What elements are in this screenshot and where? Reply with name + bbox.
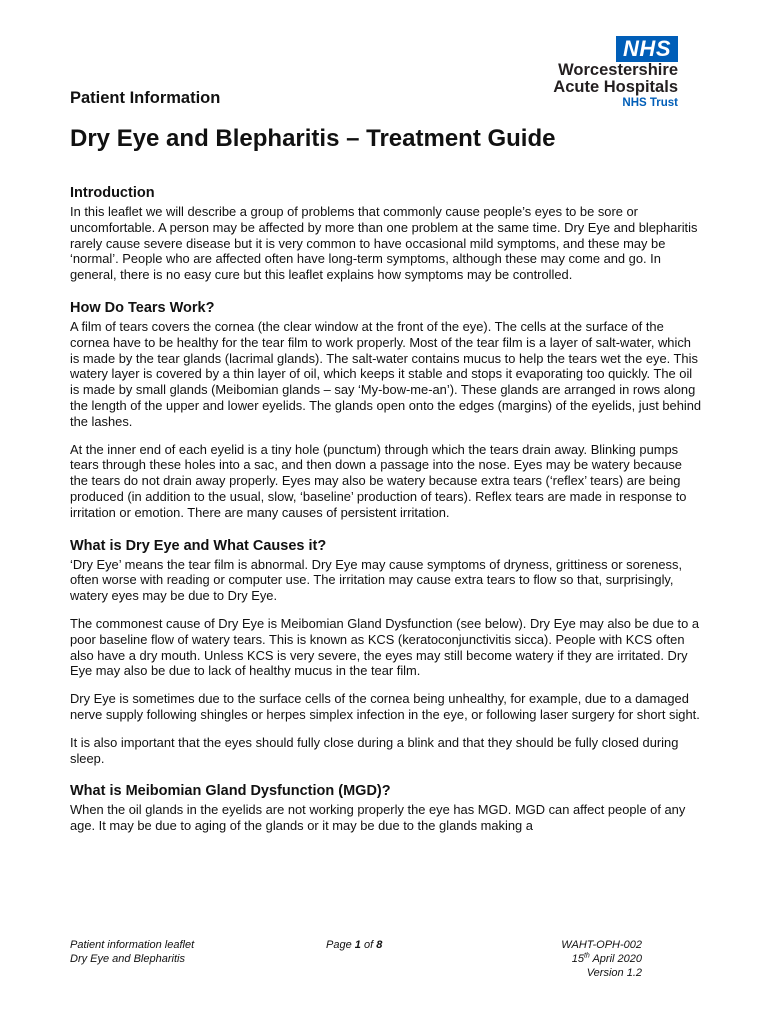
paragraph: In this leaflet we will describe a group of problems that commonly cause people’s eyes to be sore or uncomfortable. A person may be affected by more than one problem at the same time. Dry Eye and blepharitis rarely cause severe disease but it is very common to have occasional mild symptoms, and these may be ‘normal’. People who are affected often have long-term symptoms, although these may come and go. In general, there is no easy cure but this leaflet explains how symptoms may be controlled. (70, 204, 698, 283)
page-number: Page 1 of 8 (326, 939, 383, 951)
paragraph: The commonest cause of Dry Eye is Meibomian Gland Dysfunction (see below). Dry Eye may also be due to a poor baseline flow of watery tears. This is known as KCS (keratoconjunctivitis sicca). People with KCS often also have a dry mouth. Unless KCS is very severe, the eyes may still become watery if they are irritated. Dry Eye may also be due to lack of healthy mucus in the tear film. (70, 615, 700, 679)
org-name-line1: Worcestershire (558, 61, 678, 79)
org-name-line2: Acute Hospitals (553, 78, 678, 96)
org-name-line3: NHS Trust (622, 97, 678, 109)
reference-code: WAHT-OPH-002 (561, 939, 642, 951)
footer-leaflet-name: Dry Eye and Blepharitis (70, 953, 185, 965)
paragraph: At the inner end of each eyelid is a tiny hole (punctum) through which the tears drain away. Blinking pumps tears through these holes into a sac, and then down a passage into the nose. Eyes may be watery because the tears do not drain away properly. Eyes may also be watery because extra tears (‘reflex’ tears) are being produced (in addition to the usual, slow, ‘baseline’ production of tears). Reflex tears are made in response to irritation or emotion. There are many causes of persistent irritation. (70, 441, 687, 520)
footer-left (70, 938, 194, 966)
document-body (70, 185, 702, 846)
publication-date: 15th April 2020 (571, 952, 642, 965)
document-title: Dry Eye and Blepharitis – Treatment Guide (70, 125, 556, 152)
paragraph: A film of tears covers the cornea (the clear window at the front of the eye). The cells at the surface of the cornea have to be healthy for the tear film to work properly. Most of the tear film is a layer of salt-water, which is made by the tear glands (lacrimal glands). The salt-water contains mucus to help the tears wet the eye. This watery layer is covered by a thin layer of oil, which keeps it stable and stops it evaporating too quickly. The oil is made by small glands (Meibomian glands – say ‘My-bow-me-an’). These glands are arranged in rows along the length of the upper and lower eyelids. The glands open onto the edges (margins) of the eyelids, just behind the lashes. (70, 318, 702, 429)
heading-how-tears-work: How Do Tears Work? (70, 299, 215, 316)
version-label: Version 1.2 (586, 967, 642, 979)
page-total: 8 (376, 939, 383, 951)
heading-introduction: Introduction (70, 185, 155, 201)
paragraph: When the oil glands in the eyelids are not working properly the eye has MGD. MGD can affect people of any age. It may be due to aging of the glands or it may be due to the glands making a (70, 802, 686, 834)
page-current: 1 (354, 939, 361, 951)
footer-leaflet-type: Patient information leaflet (70, 939, 195, 951)
paragraph: ‘Dry Eye’ means the tear film is abnormal. Dry Eye may cause symptoms of dryness, grittiness or soreness, often worse with reading or computer use. The irritation may cause extra tears to flow so that, surprisingly, watery eyes may be due to Dry Eye. (70, 556, 683, 604)
footer-right (561, 938, 642, 980)
heading-mgd: What is Meibomian Gland Dysfunction (MGD)? (70, 783, 391, 800)
nhs-trust-logo (518, 36, 678, 110)
paragraph: Dry Eye is sometimes due to the surface cells of the cornea being unhealthy, for example, due to a damaged nerve supply following shingles or herpes simplex infection in the eye, or following laser surgery for short sight. (70, 691, 700, 722)
nhs-badge: NHS (616, 36, 678, 62)
heading-dry-eye: What is Dry Eye and What Causes it? (70, 537, 327, 554)
document-kicker: Patient Information (70, 89, 221, 107)
paragraph: It is also important that the eyes should fully close during a blink and that they should be fully closed during sleep. (70, 734, 679, 766)
